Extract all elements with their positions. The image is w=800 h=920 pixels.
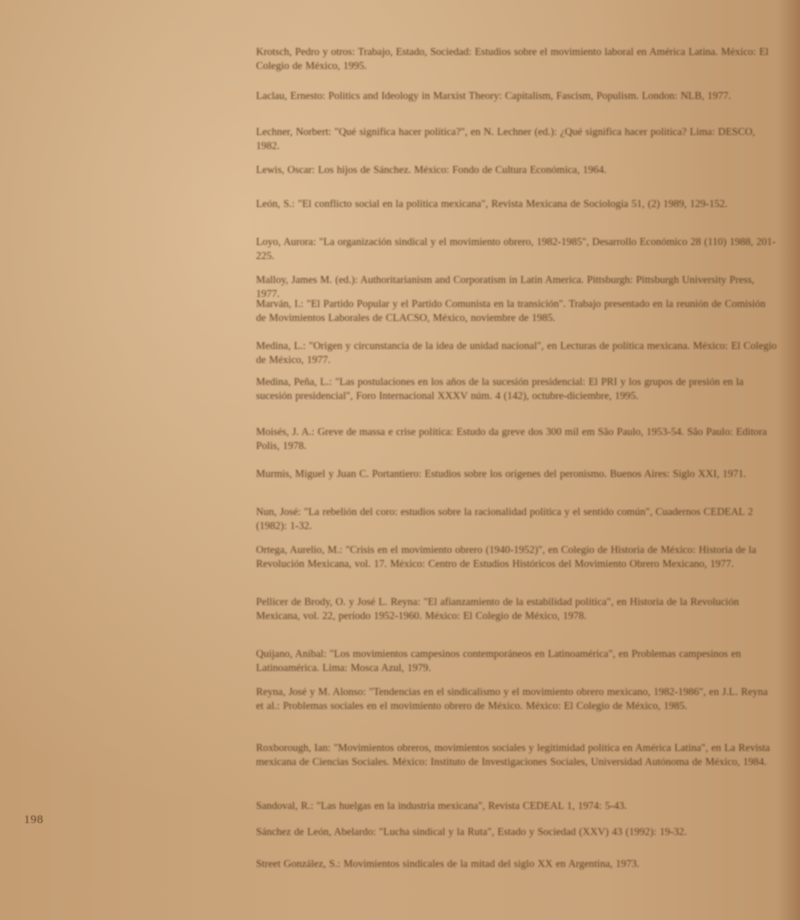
bibliography-entry: Marván, I.: "El Partido Popular y el Partido Comunista en la transición". Trabajo presentado en la reunión de Comisión de Movimientos Laborales de CLACSO, México, noviembre de 1985. — [256, 299, 766, 324]
page-edge-shadow — [778, 0, 800, 920]
bibliography-entry: Quijano, Aníbal: "Los movimientos campesinos contemporáneos en Latinoamérica", en Problemas campesinos en Latinoamérica. Lima: Mosca Azul, 1979. — [256, 649, 741, 674]
bibliography-entry: León, S.: "El conflicto social en la política mexicana", Revista Mexicana de Sociología 51, (2) 1989, 129-152. — [256, 199, 728, 210]
bibliography-entry: Medina, Peña, L.: "Las postulaciones en los años de la sucesión presidencial: El PRI y los grupos de presión en la sucesión presidencial", Foro Internacional XXXV núm. 4 (142), octubre-diciembre, 1995. — [256, 377, 744, 402]
bibliography-entry: Nun, José: "La rebelión del coro: estudios sobre la racionalidad política y el sentido común", Cuadernos CEDEAL 2 (1982): 1-32. — [256, 507, 753, 532]
page-number: 198 — [24, 812, 44, 826]
bibliography-entry: Laclau, Ernesto: Politics and Ideology in Marxist Theory: Capitalism, Fascism, Populism. London: NLB, 1977. — [256, 91, 731, 102]
bibliography-entry: Loyo, Aurora: "La organización sindical y el movimiento obrero, 1982-1985", Desarrollo Económico 28 (110) 1988, 201-225. — [256, 237, 776, 262]
bibliography-entry: Moisés, J. A.: Greve de massa e crise política: Estudo da greve dos 300 mil em São Paulo, 1953-54. São Paulo: Editora Polis, 1978. — [256, 427, 767, 452]
bibliography-entry: Sandoval, R.: "Las huelgas en la industria mexicana", Revista CEDEAL 1, 1974: 5-43. — [256, 801, 627, 812]
bibliography-entry: Krotsch, Pedro y otros: Trabajo, Estado, Sociedad: Estudios sobre el movimiento laboral en América Latina. México: El Colegio de México, 1995. — [256, 47, 769, 72]
bibliography-entry: Ortega, Aurelio, M.: "Crisis en el movimiento obrero (1940-1952)", en Colegio de Historia de México: Historia de la Revolución Mexicana, vol. 17. México: Centro de Estudios Históricos del Movimiento Obrero Mexicano, 1977. — [256, 545, 757, 570]
bibliography-entry: Lechner, Norbert: "Qué significa hacer política?", en N. Lechner (ed.): ¿Qué significa hacer política? Lima: DESCO, 1982. — [256, 127, 756, 152]
bibliography-entry: Murmis, Miguel y Juan C. Portantiero: Estudios sobre los orígenes del peronismo. Buenos Aires: Siglo XXI, 1971. — [256, 469, 747, 480]
bibliography-entry: Roxborough, Ian: "Movimientos obreros, movimientos sociales y legitimidad política en América Latina", en La Revista mexicana de Ciencias Sociales. México: Instituto de Investigaciones Sociales, Universidad Autónoma de México, 1984. — [256, 743, 770, 768]
bibliography-entry: Pellicer de Brody, O. y José L. Reyna: "El afianzamiento de la estabilidad política", en Historia de la Revolución Mexicana, vol. 22, período 1952-1960. México: El Colegio de México, 1978. — [256, 597, 739, 622]
bibliography-entry: Lewis, Oscar: Los hijos de Sánchez. México: Fondo de Cultura Económica, 1964. — [256, 165, 607, 176]
bibliography-entry: Sánchez de León, Abelardo: "Lucha sindical y la Ruta", Estado y Sociedad (XXV) 43 (1992): 19-32. — [256, 827, 687, 838]
bibliography-entry: Malloy, James M. (ed.): Authoritarianism and Corporatism in Latin America. Pittsburgh: Pittsburgh University Press, 1977. — [256, 275, 755, 300]
bibliography-entry: Medina, L.: "Origen y circunstancia de la idea de unidad nacional", en Lecturas de política mexicana. México: El Colegio de México, 1977. — [256, 341, 777, 366]
bibliography-entry: Reyna, José y M. Alonso: "Tendencias en el sindicalismo y el movimiento obrero mexicano, 1982-1986", en J.L. Reyna et al.: Problemas sociales en el movimiento obrero de México. México: El Colegio de México, 1985. — [256, 687, 768, 712]
bibliography-entry: Street González, S.: Movimientos sindicales de la mitad del siglo XX en Argentina, 1973. — [256, 859, 640, 870]
